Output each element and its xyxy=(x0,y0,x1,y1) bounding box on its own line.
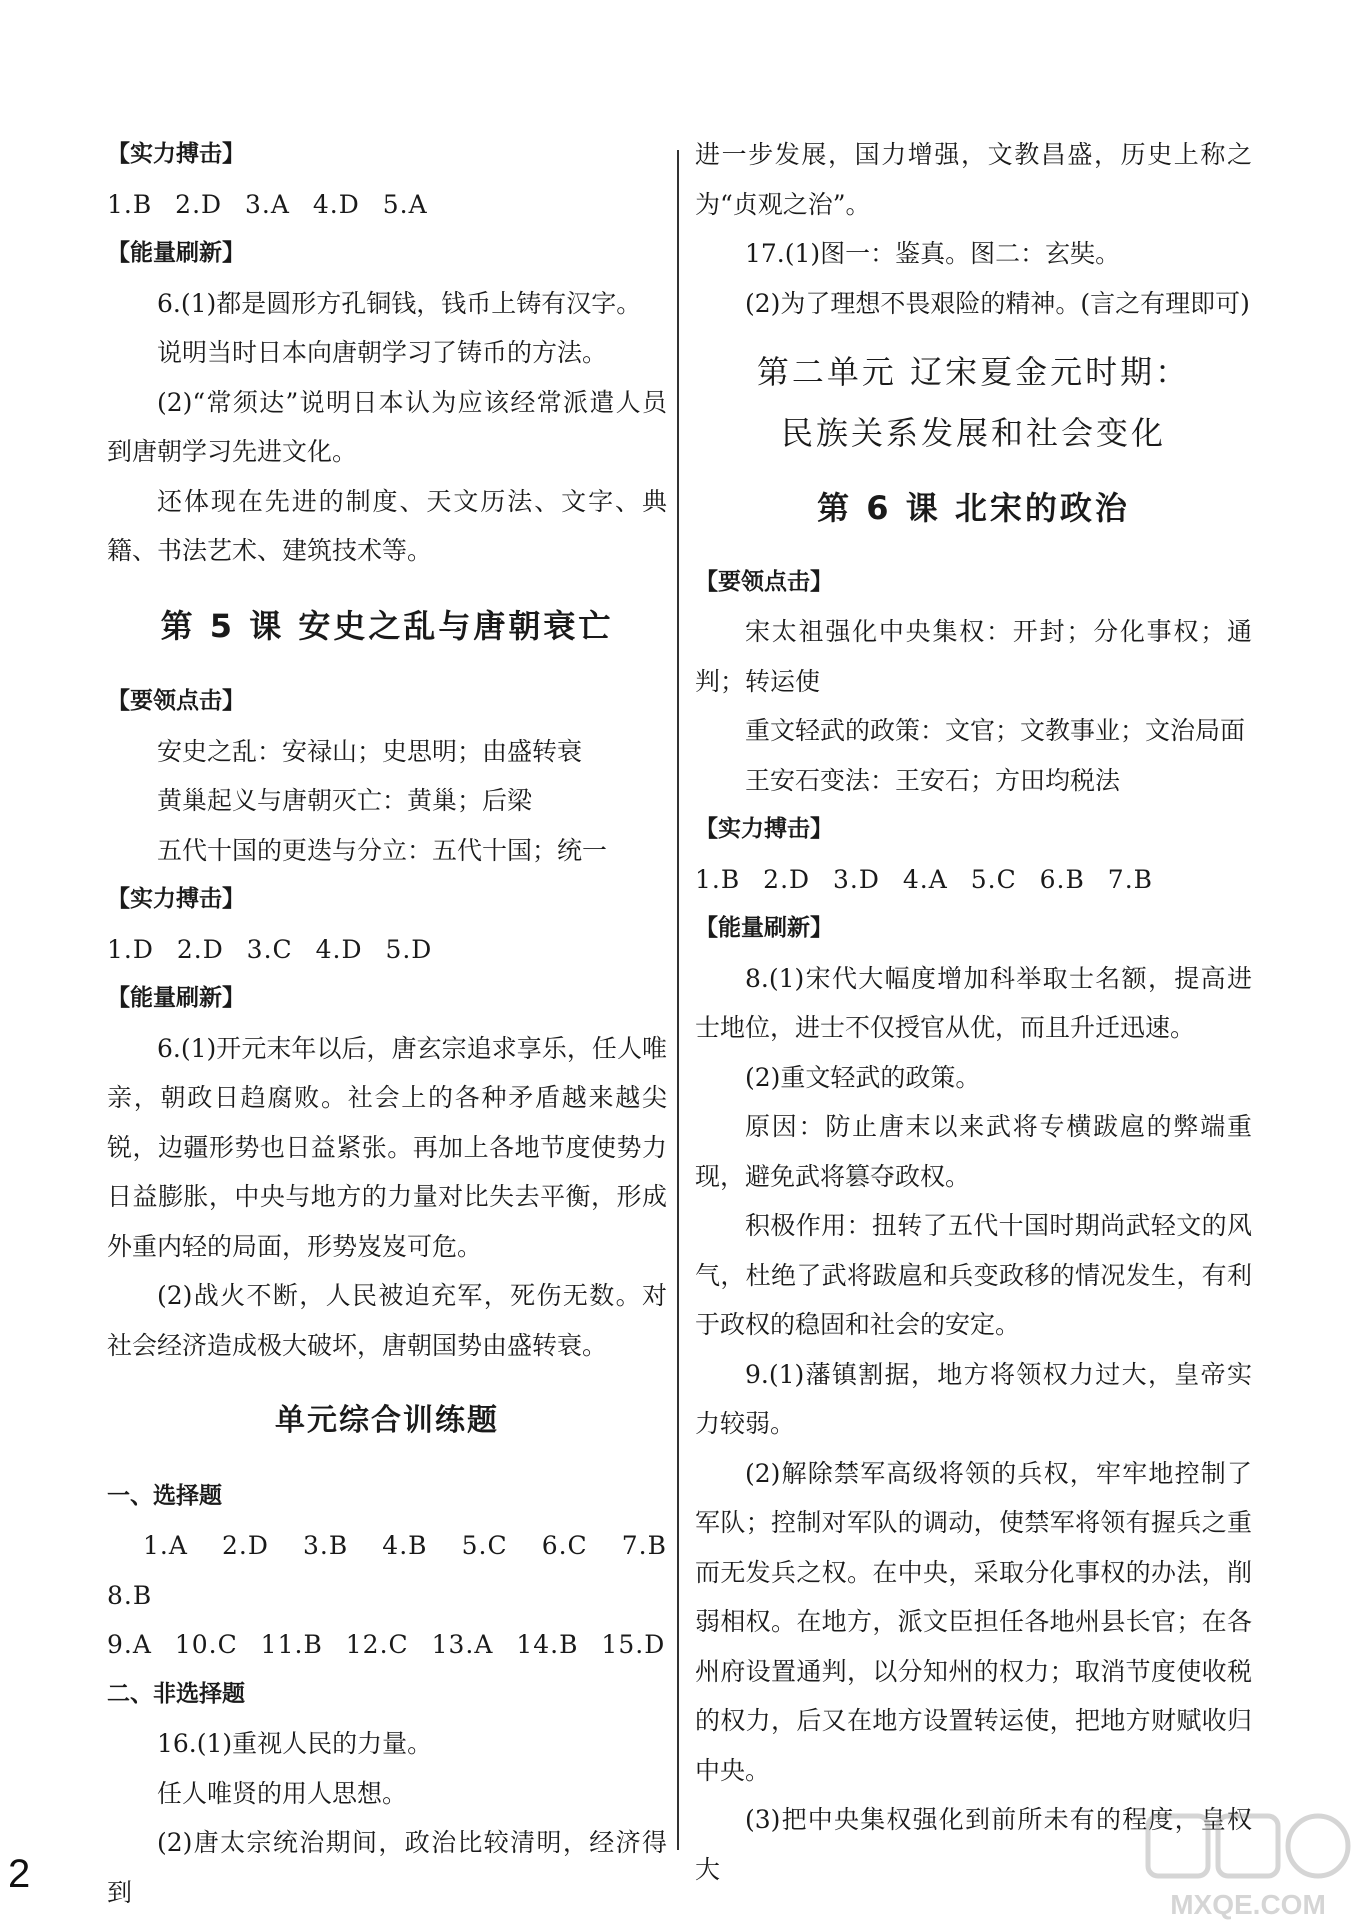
lesson-title: 第 5 课 安史之乱与唐朝衰亡 xyxy=(160,606,614,645)
paragraph: 说明当时日本向唐朝学习了铸币的方法。 xyxy=(157,338,608,367)
paragraph: 原因：防止唐末以来武将专横跋扈的弊端重现，避免武将篡夺政权。 xyxy=(695,1112,1252,1191)
answer-line: 9.A 10.C 11.B 12.C 13.A 14.B 15.D xyxy=(107,1630,666,1659)
paragraph: 16.(1)重视人民的力量。 xyxy=(157,1729,433,1758)
paragraph: 6.(1)都是圆形方孔铜钱，钱币上铸有汉字。 xyxy=(157,288,642,318)
paragraph: 五代十国的更迭与分立：五代十国；统一 xyxy=(157,835,608,865)
section-label: 【要领点击】 xyxy=(107,688,245,714)
section-label: 【能量刷新】 xyxy=(695,915,833,941)
section-title: 单元综合训练题 xyxy=(275,1403,499,1438)
paragraph: 王安石变法：王安石；方田均税法 xyxy=(745,765,1121,795)
paragraph: 积极作用：扭转了五代十国时期尚武轻文的风气，杜绝了武将跋扈和兵变政移的情况发生，有利于政权的稳固和社会的安定。 xyxy=(695,1211,1252,1339)
paragraph: 9.(1)藩镇割据，地方将领权力过大，皇帝实力较弱。 xyxy=(695,1359,1252,1438)
paragraph: 进一步发展，国力增强，文教昌盛，历史上称之为“贞观之治”。 xyxy=(695,140,1252,219)
paragraph: 黄巢起义与唐朝灭亡：黄巢；后梁 xyxy=(157,786,533,815)
paragraph: (2)解除禁军高级将领的兵权，牢牢地控制了军队；控制对军队的调动，使禁军将领有握兵之重而无发兵之权。在中央，采取分化事权的办法，削弱相权。在地方，派文臣担任各地州县长官；在各州府设置通判，以分知州的权力；取消节度使收税的权力，后又在地方设置转运使，把地方财赋收归中央。 xyxy=(695,1458,1252,1785)
paragraph: 6.(1)开元末年以后，唐玄宗追求享乐，任人唯亲，朝政日趋腐败。社会上的各种矛盾越来越尖锐，边疆形势也日益紧张。再加上各地节度使势力日益膨胀，中央与地方的力量对比失去平衡，形成外重内轻的局面，形势岌岌可危。 xyxy=(107,1033,667,1261)
answer-line: 1.B 2.D 3.D 4.A 5.C 6.B 7.B xyxy=(695,864,1154,894)
paragraph: 任人唯贤的用人思想。 xyxy=(157,1778,408,1808)
section-label: 一、选择题 xyxy=(107,1482,222,1509)
page-number: 2 xyxy=(8,1852,31,1896)
right-column xyxy=(695,130,1252,1894)
answer-line: 1.A 2.D 3.B 4.B 5.C 6.C 7.B 8.B xyxy=(107,1531,667,1610)
column-divider xyxy=(677,150,679,1850)
lesson-title: 第 6 课 北宋的政治 xyxy=(817,489,1130,527)
paragraph: 还体现在先进的制度、天文历法、文字、典籍、书法艺术、建筑技术等。 xyxy=(107,486,667,565)
section-label: 【实力搏击】 xyxy=(107,886,245,912)
unit-title: 第二单元 辽宋夏金元时期： xyxy=(756,353,1191,391)
paragraph: (2)重文轻武的政策。 xyxy=(745,1062,981,1092)
paragraph: 8.(1)宋代大幅度增加科举取士名额，提高进士地位，进士不仅授官从优，而且升迁迅速。 xyxy=(695,963,1252,1042)
section-label: 【能量刷新】 xyxy=(107,240,245,266)
section-label: 二、非选择题 xyxy=(107,1680,245,1707)
paragraph: (2)为了理想不畏艰险的精神。(言之有理即可) xyxy=(745,288,1250,318)
section-label: 【要领点击】 xyxy=(695,568,833,595)
unit-subtitle: 民族关系发展和社会变化 xyxy=(780,414,1166,452)
paragraph: (2)“常须达”说明日本认为应该经常派遣人员到唐朝学习先进文化。 xyxy=(107,387,667,466)
section-label: 【能量刷新】 xyxy=(107,985,245,1011)
paragraph: 重文轻武的政策：文官；文教事业；文治局面 xyxy=(745,716,1246,745)
paragraph: (2)唐太宗统治期间，政治比较清明，经济得到 xyxy=(107,1828,667,1907)
left-column xyxy=(107,130,667,1917)
answer-line: 1.D 2.D 3.C 4.D 5.D xyxy=(107,934,433,964)
paragraph: (3)把中央集权强化到前所未有的程度，皇权大 xyxy=(695,1805,1252,1884)
paragraph: 宋太祖强化中央集权：开封；分化事权；通判；转运使 xyxy=(695,617,1252,696)
paragraph: 17.(1)图一：鉴真。图二：玄奘。 xyxy=(745,239,1121,268)
answer-line: 1.B 2.D 3.A 4.D 5.A xyxy=(107,189,428,219)
section-label: 【实力搏击】 xyxy=(107,141,245,167)
section-label: 【实力搏击】 xyxy=(695,816,833,842)
paragraph: (2)战火不断，人民被迫充军，死伤无数。对社会经济造成极大破坏，唐朝国势由盛转衰。 xyxy=(107,1281,667,1360)
watermark-text: MXQE.COM xyxy=(1170,1889,1326,1920)
watermark-logo-icon xyxy=(1140,1810,1355,1925)
paragraph: 安史之乱：安禄山；史思明；由盛转衰 xyxy=(157,736,583,766)
